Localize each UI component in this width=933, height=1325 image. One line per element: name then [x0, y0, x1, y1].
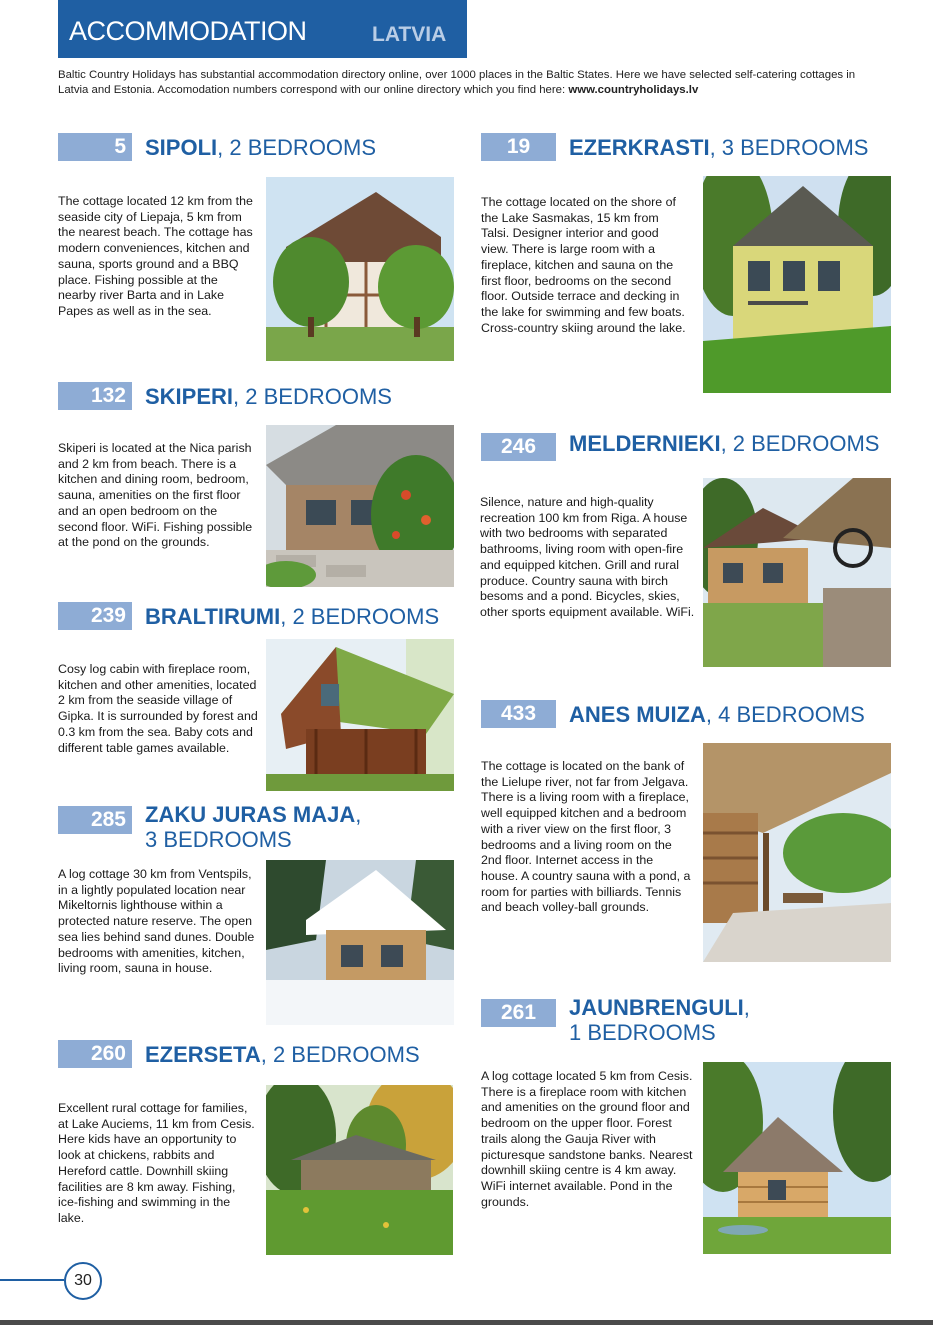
listing-description: The cottage located on the shore of the Lake Sasmakas, 15 km from Talsi. Designer interior and good view. There is large room with a fireplace, kitchen and sauna on the first floor, bedrooms on the second floor. Outside terrace and decking in the lake for swimming and few boats. Cross-country skiing around the lake.: [481, 195, 686, 335]
listing-bedrooms: , 2 BEDROOMS: [217, 135, 377, 160]
listing-name: JAUNBRENGULI: [569, 995, 744, 1020]
cottage-photo-meldernieki: [703, 478, 891, 667]
listing-bedrooms-line2: 3 BEDROOMS: [145, 827, 292, 852]
cottage-photo-braltirumi: [266, 639, 454, 791]
listing-name: EZERKRASTI: [569, 135, 710, 160]
listing-number: 260: [58, 1040, 132, 1068]
cottage-photo-ezerseta: [266, 1085, 453, 1255]
header-region: LATVIA: [372, 23, 447, 46]
listing-description: A log cottage located 5 km from Cesis. There is a fireplace room with kitchen and amenities on the ground floor and bedroom on the upper floor. Forest trails along the Gauja River with picturesque sandstone banks. Nearest downhill skiing centre is 4 km away. WiFi internet available. Pond in the grounds.: [481, 1069, 693, 1209]
listing-description: The cottage located 12 km from the seaside city of Liepaja, 5 km from the nearest beach. The cottage has modern conveniences, kitchen and sauna, sports ground and a BBQ place. Fishing possible at the nearby river Barta and in Lake Papes as well as in the sea.: [58, 194, 253, 318]
listing-description: Excellent rural cottage for families, at Lake Auciems, 11 km from Cesis. Here kids have an opportunity to look at chickens, rabbits and Hereford cattle. Downhill skiing facilities are 8 km away. Fishing, ice-fishing and swimming in the lake.: [58, 1101, 255, 1225]
listing-name: ANES MUIZA: [569, 702, 706, 727]
listing-number: 5: [58, 133, 132, 161]
listing-bedrooms: , 2 BEDROOMS: [260, 1042, 420, 1067]
listing-description: Silence, nature and high-quality recreation 100 km from Riga. A house with two bedrooms with separated bathrooms, living room with open-fire and equipped kitchen. Grill and rural produce. Country sauna with birch besoms and a pond. Bicycles, skies, other sports equipment available. WiFi.: [480, 495, 695, 619]
cottage-photo-skiperi: [266, 425, 454, 587]
intro-url-link[interactable]: www.countryholidays.lv: [568, 84, 699, 96]
listing-number: 261: [481, 999, 556, 1027]
listing-bedrooms-line2: 1 BEDROOMS: [569, 1020, 716, 1045]
listing-title: [145, 604, 439, 629]
listing-description: A log cottage 30 km from Ventspils, in a lightly populated location near Mikeltornis lighthouse within a protected nature reserve. The open sea lies behind sand dunes. Double bedrooms with amenities, kitchen, living room, sauna in house.: [58, 867, 255, 976]
listing-title: [569, 431, 879, 456]
cottage-photo-sipoli: [266, 177, 454, 361]
listing-name: ZAKU JURAS MAJA: [145, 802, 356, 827]
listing-name: SKIPERI: [145, 384, 234, 409]
listing-name: BRALTIRUMI: [145, 604, 281, 629]
listing-bedrooms: ,: [355, 802, 362, 827]
listing-number: 239: [58, 602, 132, 630]
listing-name: MELDERNIEKI: [569, 431, 721, 456]
listing-bedrooms: , 2 BEDROOMS: [720, 431, 880, 456]
listing-number: 285: [58, 806, 132, 834]
listing-name: SIPOLI: [145, 135, 218, 160]
listing-number: 433: [481, 700, 556, 728]
listing-bedrooms: , 3 BEDROOMS: [709, 135, 869, 160]
listing-title: [145, 1042, 420, 1067]
listing-title: [145, 384, 392, 409]
page-number-line: [0, 1279, 64, 1281]
bottom-border: [0, 1320, 933, 1325]
intro-text: Baltic Country Holidays has substantial accommodation directory online, over 1000 places in the Baltic States. Here we have selected self-catering cottages in Latvia and Estonia. Accomodation numbers correspond with our online directory which you find here:: [58, 69, 856, 96]
listing-title: [569, 702, 865, 727]
cottage-photo-anes-muiza: [703, 743, 891, 962]
header-banner: [58, 0, 467, 58]
listing-bedrooms: ,: [743, 995, 750, 1020]
header-title: ACCOMMODATION: [69, 16, 307, 46]
listing-description: The cottage is located on the bank of the Lielupe river, not far from Jelgava. There is a living room with a fireplace, well equipped kitchen and a bedroom with a river view on the first floor, 3 bedrooms and a living room on the 2nd floor. Internet access in the house. A country sauna with a pond, a room for parties with billiards. Tennis and beach volley-ball grounds.: [481, 759, 691, 915]
listing-number: 132: [58, 382, 132, 410]
listing-number: 19: [481, 133, 556, 161]
cottage-photo-ezerkrasti: [703, 176, 891, 393]
listing-title: [145, 802, 361, 827]
cottage-photo-jaunbrenguli: [703, 1062, 891, 1254]
intro-paragraph: [58, 68, 858, 98]
listing-number: 246: [481, 433, 556, 461]
listing-title: [569, 995, 750, 1020]
listing-name: EZERSETA: [145, 1042, 261, 1067]
listing-bedrooms: , 4 BEDROOMS: [705, 702, 865, 727]
listing-bedrooms: , 2 BEDROOMS: [233, 384, 392, 409]
listing-title: [145, 135, 376, 160]
listing-title: [569, 135, 868, 160]
listing-description: Cosy log cabin with fireplace room, kitchen and other amenities, located 2 km from the seaside village of Gipka. It is surrounded by forest and 0.3 km from the sea. Baby cots and different table games available.: [58, 662, 258, 755]
page-number: 30: [64, 1262, 102, 1300]
listing-bedrooms: , 2 BEDROOMS: [280, 604, 440, 629]
listing-description: Skiperi is located at the Nica parish and 2 km from beach. There is a kitchen and dining room, bedroom, sauna, amenities on the first floor and an open bedroom on the second floor. WiFi. Fishing possible at the pond on the grounds.: [58, 441, 253, 550]
cottage-photo-zaku-juras-maja: [266, 860, 454, 1025]
